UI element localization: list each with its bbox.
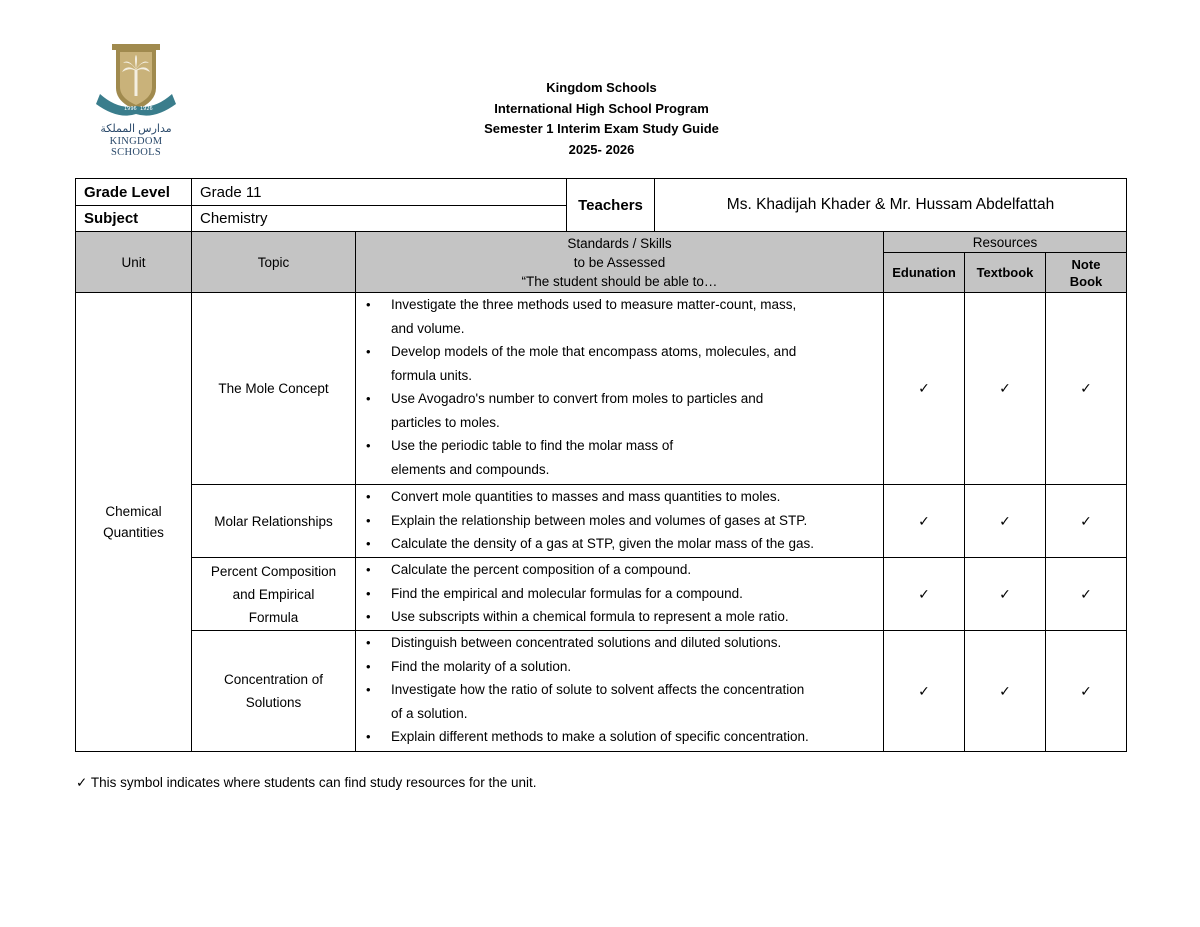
standard-text-line: • Use the periodic table to find the molar mass of (391, 438, 674, 453)
header-guide-title: Semester 1 Interim Exam Study Guide (484, 121, 719, 136)
topic-line: Molar Relationships (214, 513, 333, 529)
checkmark-icon: ✓ (1046, 485, 1127, 558)
standard-text-line: • Calculate the density of a gas at STP, given the molar mass of the gas. (391, 536, 814, 551)
header-unit: Unit (76, 232, 192, 293)
checkmark-icon: ✓ (1046, 293, 1127, 485)
topic-line: Solutions (245, 695, 302, 710)
unit-name-line: Quantities (103, 525, 164, 540)
standard-item (359, 631, 879, 655)
svg-text:1926: 1926 (140, 106, 153, 112)
standard-text-line: • Investigate how the ratio of solute to solvent affects the concentration (391, 682, 805, 697)
standards-list (359, 558, 879, 629)
standard-item (359, 509, 879, 533)
standard-text-line: • Find the empirical and molecular formulas for a compound. (391, 585, 743, 601)
subject-value: Chemistry (192, 206, 567, 232)
logo-arabic-text: مدارس المملكة (100, 123, 172, 135)
info-table (75, 178, 1127, 232)
standard-text-line: • Explain the relationship between moles and volumes of gases at STP. (391, 512, 808, 528)
standard-text-line: • Use subscripts within a chemical formula to represent a mole ratio. (391, 609, 789, 624)
header-standards (356, 232, 884, 293)
standard-text-line: • Explain different methods to make a solution of specific concentration. (391, 729, 809, 744)
standard-item (359, 387, 879, 434)
standard-text-line: • Convert mole quantities to masses and mass quantities to moles. (391, 489, 781, 504)
checkmark-icon: ✓ (1046, 558, 1127, 631)
checkmark-icon: ✓ (884, 631, 965, 752)
standard-item (359, 605, 879, 629)
standard-item (359, 655, 879, 679)
table-row (76, 558, 1127, 631)
header-standards-line3: “The student should be able to… (521, 273, 718, 289)
header-edunation: Edunation (884, 253, 965, 293)
topic-cell (192, 631, 356, 752)
checkmark-icon: ✓ (965, 631, 1046, 752)
header-standards-line1: Standards / Skills (567, 235, 672, 251)
header-textbook: Textbook (965, 253, 1046, 293)
logo-english-text: KINGDOM SCHOOLS (109, 136, 163, 158)
header-standards-line2: to be Assessed (573, 254, 666, 270)
standard-item (359, 678, 879, 725)
unit-name-line: Chemical (105, 504, 162, 519)
standard-text-line: elements and compounds. (391, 461, 550, 477)
topic-line: Formula (248, 609, 299, 625)
table-row (76, 485, 1127, 558)
header-program: International High School Program (494, 100, 709, 116)
standard-text-line: particles to moles. (391, 414, 500, 430)
topic-cell (192, 485, 356, 558)
standard-item (359, 340, 879, 387)
header-school-name: Kingdom Schools (546, 80, 657, 95)
checkmark-icon: ✓ (1046, 631, 1127, 752)
teachers-value: Ms. Khadijah Khader & Mr. Hussam Abdelfattah (655, 179, 1127, 232)
subject-label: Subject (76, 206, 192, 232)
study-guide-table (75, 231, 1127, 752)
table-body (76, 293, 1127, 752)
topic-cell (192, 293, 356, 485)
topic-line: The Mole Concept (218, 381, 329, 396)
header-notebook (1046, 253, 1127, 293)
standard-text-line: formula units. (391, 367, 473, 383)
standards-list (359, 485, 879, 556)
standard-text-line: of a solution. (391, 705, 468, 721)
table-row (76, 631, 1127, 752)
standards-list (359, 293, 879, 481)
standard-text-line: and volume. (391, 320, 465, 336)
standard-item (359, 532, 879, 556)
header-notebook-line1: Note (1071, 256, 1101, 272)
unit-cell (76, 293, 192, 752)
standards-cell (356, 485, 884, 558)
standard-item (359, 725, 879, 749)
topic-line: Concentration of (223, 672, 324, 687)
header-year: 2025- 2026 (568, 141, 635, 157)
standard-item (359, 582, 879, 606)
standard-item (359, 434, 879, 481)
standard-item (359, 558, 879, 582)
checkmark-icon: ✓ (884, 293, 965, 485)
teachers-label: Teachers (567, 179, 655, 232)
document-header (0, 78, 1200, 160)
checkmark-icon: ✓ (884, 485, 965, 558)
standard-text-line: • Distinguish between concentrated solutions and diluted solutions. (391, 635, 782, 650)
header-notebook-line2: Book (1069, 273, 1103, 289)
standard-text-line: • Develop models of the mole that encompass atoms, molecules, and (391, 344, 797, 359)
table-row (76, 293, 1127, 485)
checkmark-icon: ✓ (965, 293, 1046, 485)
topic-line: and Empirical (232, 586, 315, 602)
standards-cell (356, 558, 884, 631)
svg-text:1996: 1996 (124, 106, 137, 112)
grade-level-value: Grade 11 (192, 179, 567, 206)
checkmark-icon: ✓ (965, 485, 1046, 558)
topic-cell (192, 558, 356, 631)
topic-line: Percent Composition (210, 563, 337, 579)
grade-level-label: Grade Level (76, 179, 192, 206)
standard-item (359, 485, 879, 509)
standard-text-line: • Calculate the percent composition of a compound. (391, 562, 692, 577)
standard-item (359, 293, 879, 340)
checkmark-icon: ✓ (884, 558, 965, 631)
standards-list (359, 631, 879, 749)
header-resources: Resources (884, 232, 1127, 253)
standards-cell (356, 631, 884, 752)
standards-cell (356, 293, 884, 485)
footnote: ✓ This symbol indicates where students can find study resources for the unit. (76, 775, 537, 790)
standard-text-line: • Find the molarity of a solution. (391, 658, 572, 674)
checkmark-icon: ✓ (965, 558, 1046, 631)
standard-text-line: • Investigate the three methods used to measure matter-count, mass, (391, 297, 797, 312)
standard-text-line: • Use Avogadro's number to convert from moles to particles and (391, 391, 764, 406)
header-topic: Topic (192, 232, 356, 293)
